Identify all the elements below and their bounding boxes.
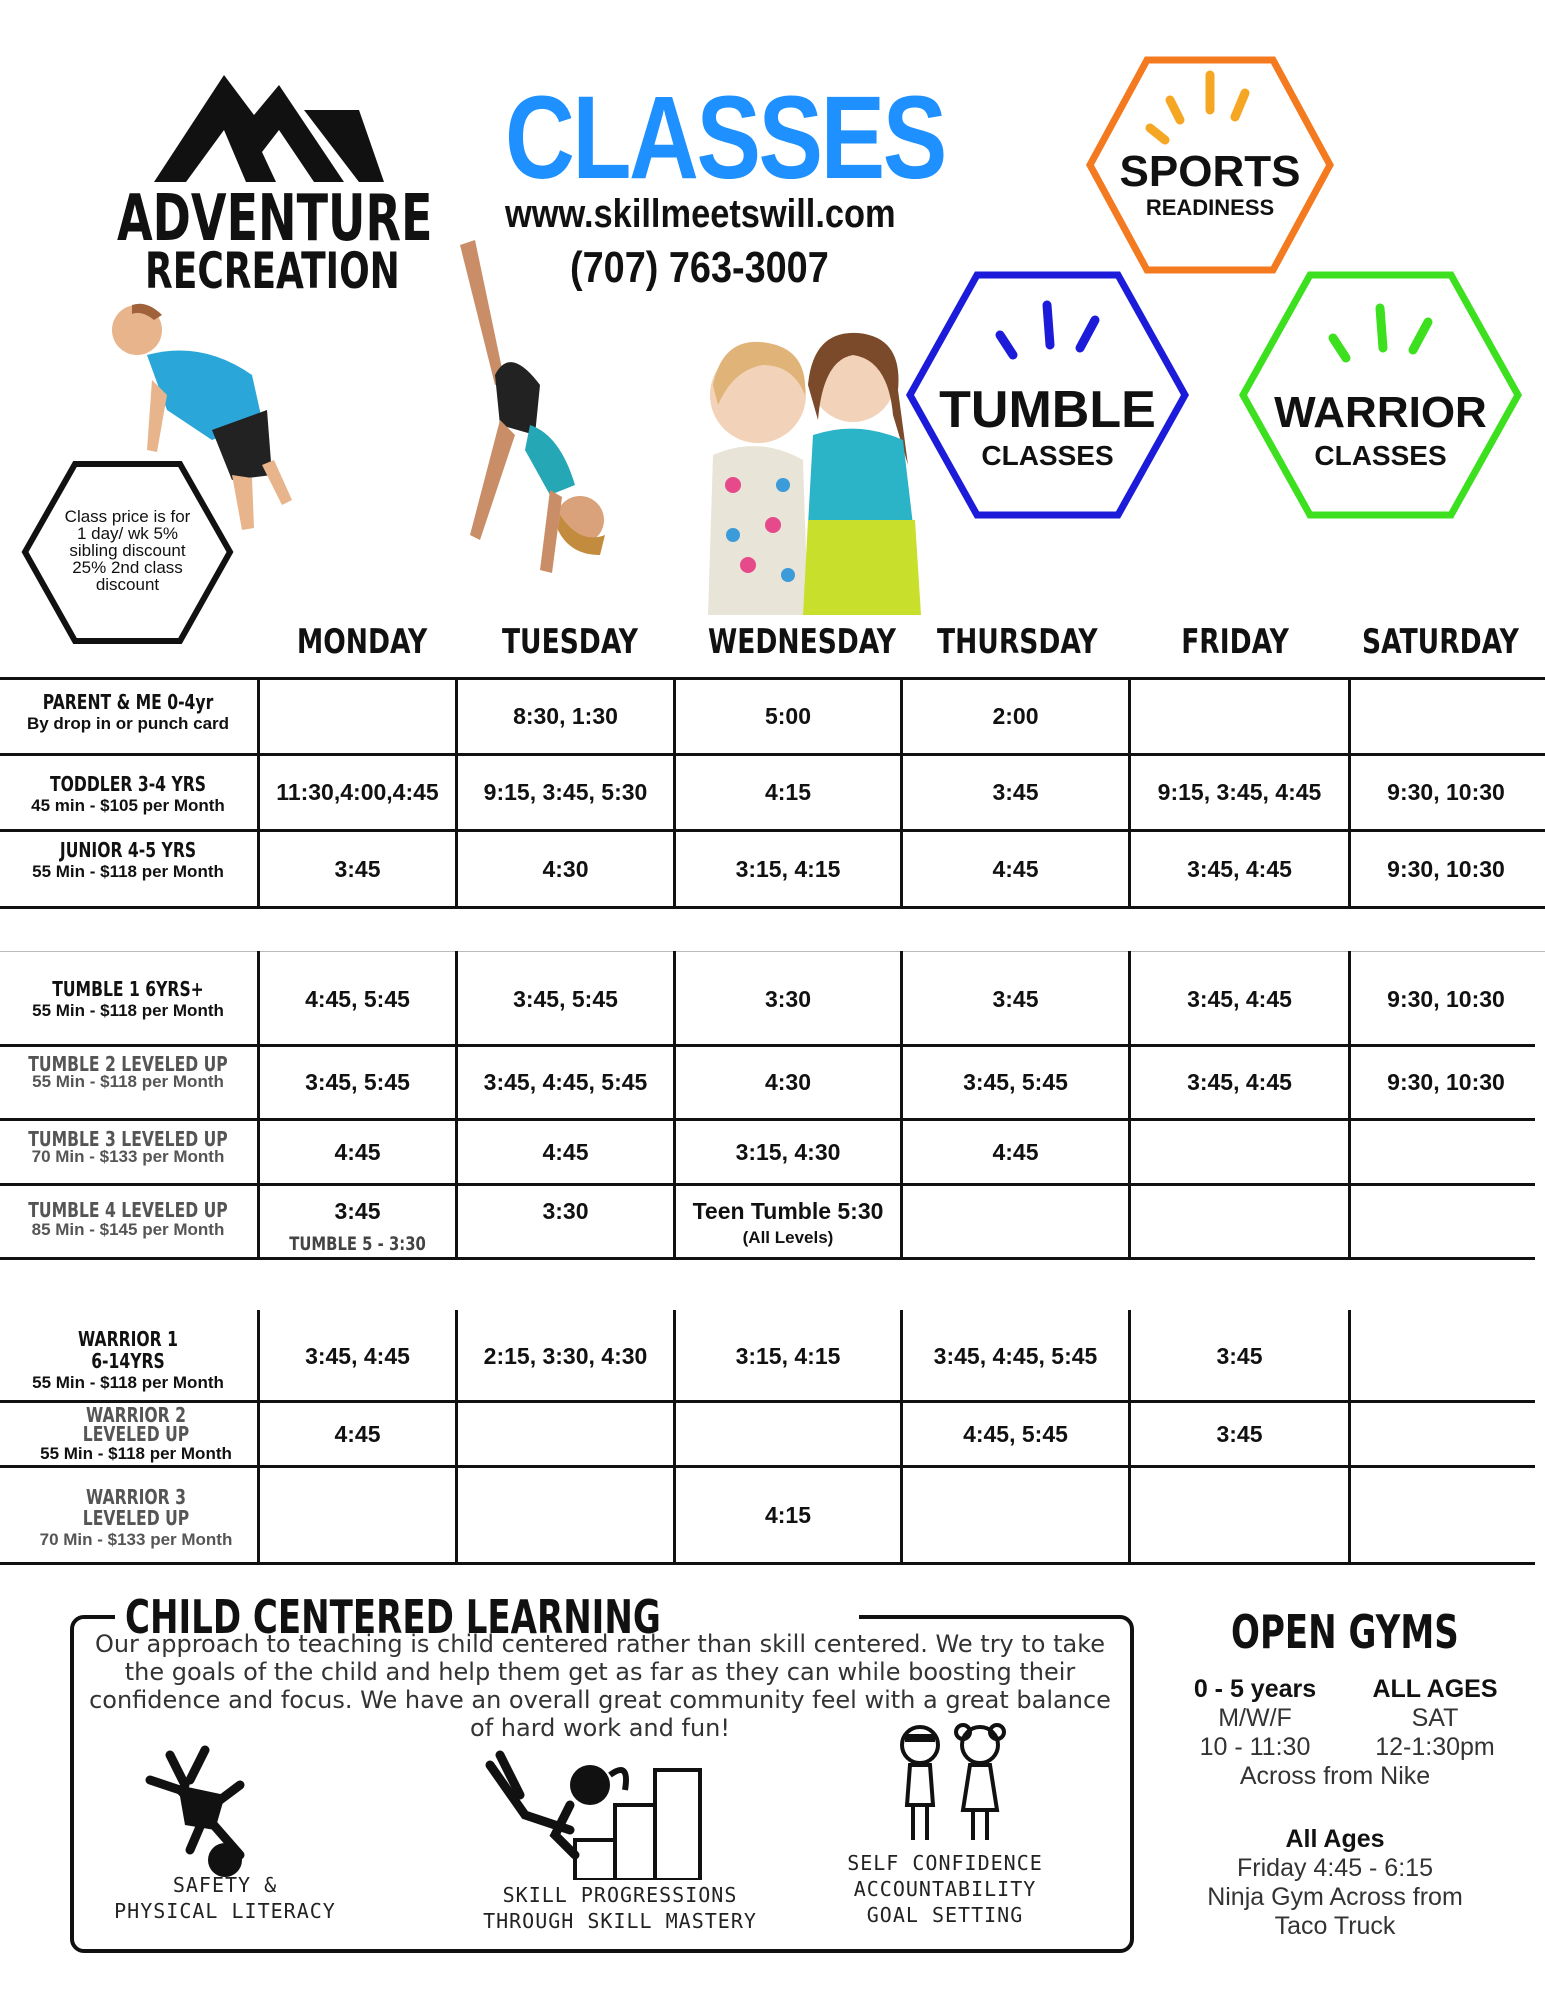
open-gym-friday-time: Friday 4:45 - 6:15 <box>1237 1854 1433 1882</box>
schedule-cell: 4:45 <box>334 1420 381 1447</box>
row-price: By drop in or punch card <box>26 714 230 733</box>
website-link[interactable]: www.skillmeetswill.com <box>505 192 896 236</box>
row-name: LEVELED UP <box>82 1422 190 1446</box>
schedule-cell <box>676 1403 900 1465</box>
open-gym-col2-head: ALL AGES <box>1372 1675 1498 1703</box>
open-gym-toddler <box>1150 1675 1360 1762</box>
schedule-cell <box>1351 1403 1541 1465</box>
schedule-cell: 3:45, 5:45 <box>963 1069 1068 1095</box>
open-gym-col1-days: M/W/F <box>1218 1704 1292 1732</box>
schedule-cell: 3:45 <box>334 855 381 882</box>
row-name: WARRIOR 3 <box>86 1485 186 1509</box>
open-gym-location2-line2: Taco Truck <box>1274 1912 1396 1940</box>
row-name: TUMBLE 4 LEVELED UP <box>28 1198 228 1222</box>
price-note-line: sibling discount <box>69 541 186 560</box>
open-gym-location2-line1: Ninja Gym Across from <box>1207 1883 1463 1911</box>
schedule-cell <box>260 1468 455 1562</box>
two-girls-photo <box>693 325 923 620</box>
row-name: PARENT & ME 0-4yr <box>42 690 214 714</box>
row-price: 70 Min - $133 per Month <box>39 1530 233 1549</box>
day-header-wednesday: WEDNESDAY <box>708 622 897 662</box>
row-label-warrior2 <box>8 1403 264 1463</box>
handstand-figure-icon <box>130 1740 280 1880</box>
all-levels-note: (All Levels) <box>742 1228 834 1247</box>
schedule-cell: 3:45, 4:45 <box>305 1343 410 1369</box>
schedule-cell: 3:45 <box>992 779 1039 805</box>
schedule-cell: 4:30 <box>764 1069 812 1095</box>
row-name: JUNIOR 4-5 YRS <box>59 838 197 862</box>
row-name: TUMBLE 1 6YRS+ <box>52 977 204 1001</box>
row-name: TUMBLE 3 LEVELED UP <box>28 1127 228 1151</box>
tumble-classes-label: CLASSES <box>981 440 1114 471</box>
schedule-cell: 3:15, 4:15 <box>735 855 841 882</box>
row-name: WARRIOR 2 <box>86 1403 186 1427</box>
skill-label-line2: THROUGH SKILL MASTERY <box>483 1909 757 1933</box>
schedule-cell: 3:45, 4:45 <box>1187 985 1292 1012</box>
schedule-cell <box>260 680 455 753</box>
girl-cartwheel-photo <box>440 235 620 595</box>
schedule-cell: 3:45, 4:45 <box>1187 1069 1292 1095</box>
schedule-cell <box>458 1468 673 1562</box>
row-price: 85 Min - $145 per Month <box>31 1220 225 1239</box>
schedule-cell: 4:15 <box>764 779 812 805</box>
schedule-cell: 3:45 <box>334 1197 381 1224</box>
schedule-cell: 4:45 <box>992 1138 1039 1165</box>
row-label-tumble4 <box>0 1200 256 1240</box>
row-name: LEVELED UP <box>82 1506 190 1530</box>
schedule-cell: 9:30, 10:30 <box>1387 855 1505 882</box>
sports-label: SPORTS <box>1119 147 1301 196</box>
schedule-cell <box>903 1468 1128 1562</box>
price-note-line: 25% 2nd class <box>72 558 183 577</box>
day-header-saturday: SATURDAY <box>1362 622 1519 662</box>
row-price: 55 Min - $118 per Month <box>32 1072 224 1091</box>
schedule-cell <box>1351 1313 1541 1400</box>
schedule-cell <box>458 1403 673 1465</box>
self-confidence-label <box>815 1850 1075 1928</box>
mountain-logo-icon <box>154 70 394 185</box>
skill-progressions-label <box>460 1882 780 1934</box>
schedule-cell: 9:30, 10:30 <box>1387 1069 1505 1095</box>
ninja-kids-icon <box>885 1720 1015 1850</box>
child-centered-text: Our approach to teaching is child centered rather than skill centered. We try to take the goals of the child and help them get as far as they can while boosting their confidence and focus. We have an overall great community feel with a great balance of hard work and fun! <box>89 1630 1111 1742</box>
warrior-classes-badge <box>1238 270 1523 520</box>
row-price: 70 Min - $133 per Month <box>31 1147 225 1166</box>
logo <box>112 70 432 300</box>
schedule-cell: 3:45, 5:45 <box>513 985 618 1012</box>
confidence-label-line2: ACCOUNTABILITY <box>853 1877 1037 1901</box>
tumble-classes-badge <box>905 270 1190 520</box>
price-note-line: Class price is for <box>64 507 191 526</box>
schedule-cell: 9:15, 3:45, 5:30 <box>483 779 648 805</box>
price-note-line: 1 day/ wk 5% <box>76 524 179 543</box>
day-header-friday: FRIDAY <box>1181 622 1289 662</box>
row-label-tumble3 <box>0 1127 256 1166</box>
schedule-cell: 3:45, 5:45 <box>305 1069 410 1095</box>
safety-label-line1: SAFETY & <box>172 1873 278 1897</box>
open-gym-location1: Across from Nike <box>1239 1762 1431 1790</box>
row-name: WARRIOR 1 <box>78 1327 178 1351</box>
row-name: 6-14YRS <box>91 1349 165 1373</box>
sports-readiness-badge <box>1085 55 1335 275</box>
schedule-cell: 8:30, 1:30 <box>513 703 618 729</box>
row-price: 55 Min - $118 per Month <box>32 1373 224 1392</box>
open-gym-col1-head: 0 - 5 years <box>1193 1675 1317 1703</box>
schedule-cell <box>1351 1121 1541 1183</box>
row-label-junior <box>0 838 256 882</box>
open-gym-friday <box>1155 1825 1515 1941</box>
warrior-label: WARRIOR <box>1274 388 1487 437</box>
schedule-cell <box>1351 1468 1541 1562</box>
page-title: CLASSES <box>505 72 945 204</box>
warrior-classes-label: CLASSES <box>1314 440 1447 471</box>
row-price: 45 min - $105 per Month <box>31 796 225 815</box>
price-note-line: discount <box>95 575 160 594</box>
safety-label <box>95 1872 355 1924</box>
logo-line1: ADVENTURE <box>117 182 433 256</box>
child-centered-title: CHILD CENTERED LEARNING <box>115 1590 859 1644</box>
schedule-cell: 3:45 <box>1216 1420 1263 1447</box>
schedule-cell: 4:45 <box>542 1138 589 1165</box>
price-note-badge <box>20 460 235 645</box>
open-gym-col2-days: SAT <box>1411 1704 1459 1732</box>
schedule-cell <box>903 1186 1128 1236</box>
row-name: TUMBLE 2 LEVELED UP <box>28 1052 228 1076</box>
tumble-label: TUMBLE <box>939 381 1156 439</box>
stairs-figure-icon <box>480 1745 720 1880</box>
day-header-tuesday: TUESDAY <box>501 622 639 662</box>
open-gyms-title: OPEN GYMS <box>1231 1605 1459 1659</box>
open-gym-col1-time: 10 - 11:30 <box>1199 1733 1311 1761</box>
schedule-cell <box>1131 1121 1348 1183</box>
schedule-cell: 5:00 <box>764 703 812 729</box>
row-price: 55 Min - $118 per Month <box>32 862 224 881</box>
schedule-cell <box>1351 1186 1541 1236</box>
row-label-tumble1 <box>0 977 256 1021</box>
schedule-cell: 3:45, 4:45, 5:45 <box>483 1069 648 1095</box>
schedule-cell <box>1131 1186 1348 1236</box>
schedule-cell: 3:15, 4:15 <box>735 1343 841 1369</box>
open-gym-friday-head: All Ages <box>1285 1825 1385 1853</box>
readiness-label: READINESS <box>1145 195 1275 220</box>
row-price: 55 Min - $118 per Month <box>40 1444 232 1463</box>
row-name: TODDLER 3-4 YRS <box>50 772 207 796</box>
schedule-cell <box>1131 1468 1348 1562</box>
schedule-cell: 4:45 <box>334 1138 381 1165</box>
skill-label-line1: SKILL PROGRESSIONS <box>502 1883 738 1907</box>
schedule-cell: 3:15, 4:30 <box>735 1138 841 1165</box>
phone-number[interactable]: (707) 763-3007 <box>570 243 829 292</box>
schedule-cell: 4:30 <box>542 855 589 882</box>
row-label-warrior1 <box>0 1328 256 1394</box>
row-label-warrior3 <box>8 1487 264 1550</box>
schedule-cell: 2:00 <box>992 703 1039 729</box>
open-gym-col2-time: 12-1:30pm <box>1375 1733 1495 1761</box>
schedule-cell: 4:15 <box>764 1501 812 1528</box>
row-price: 55 Min - $118 per Month <box>32 1001 224 1020</box>
table-divider <box>0 1562 1535 1565</box>
schedule-cell: 3:45 <box>1216 1343 1263 1369</box>
schedule-cell <box>1131 680 1348 753</box>
schedule-cell: 9:15, 3:45, 4:45 <box>1157 779 1322 805</box>
schedule-cell: 9:30, 10:30 <box>1387 779 1505 805</box>
safety-label-line2: PHYSICAL LITERACY <box>114 1899 336 1923</box>
day-header-thursday: THURSDAY <box>937 622 1098 662</box>
schedule-cell: 3:45 <box>992 985 1039 1012</box>
schedule-cell: 3:30 <box>764 985 812 1012</box>
table-divider <box>0 951 1545 952</box>
confidence-label-line1: SELF CONFIDENCE <box>847 1851 1043 1875</box>
schedule-cell: 11:30,4:00,4:45 <box>276 779 439 805</box>
row-label-toddler <box>0 772 256 816</box>
day-header-monday: MONDAY <box>296 622 428 662</box>
logo-line2: RECREATION <box>145 242 400 300</box>
schedule-cell: Teen Tumble 5:30 <box>692 1197 884 1224</box>
confidence-label-line3: GOAL SETTING <box>866 1903 1024 1927</box>
row-label-tumble2 <box>0 1052 256 1091</box>
schedule-cell: 4:45, 5:45 <box>305 985 410 1012</box>
table-divider <box>0 1257 1535 1260</box>
schedule-cell: 4:45 <box>992 855 1039 882</box>
tumble5-note: TUMBLE 5 - 3:30 <box>289 1233 426 1255</box>
schedule-cell: 2:15, 3:30, 4:30 <box>483 1343 648 1369</box>
schedule-cell: 3:30 <box>542 1197 589 1224</box>
schedule-cell: 9:30, 10:30 <box>1387 985 1505 1012</box>
schedule-cell <box>1351 680 1541 753</box>
schedule-cell: 4:45, 5:45 <box>963 1420 1068 1447</box>
schedule-cell: 3:45, 4:45 <box>1187 855 1292 882</box>
open-gym-all-ages <box>1340 1675 1530 1762</box>
schedule-cell: 3:45, 4:45, 5:45 <box>933 1343 1098 1369</box>
row-label-parent-me <box>0 690 256 734</box>
table-divider <box>0 906 1545 909</box>
